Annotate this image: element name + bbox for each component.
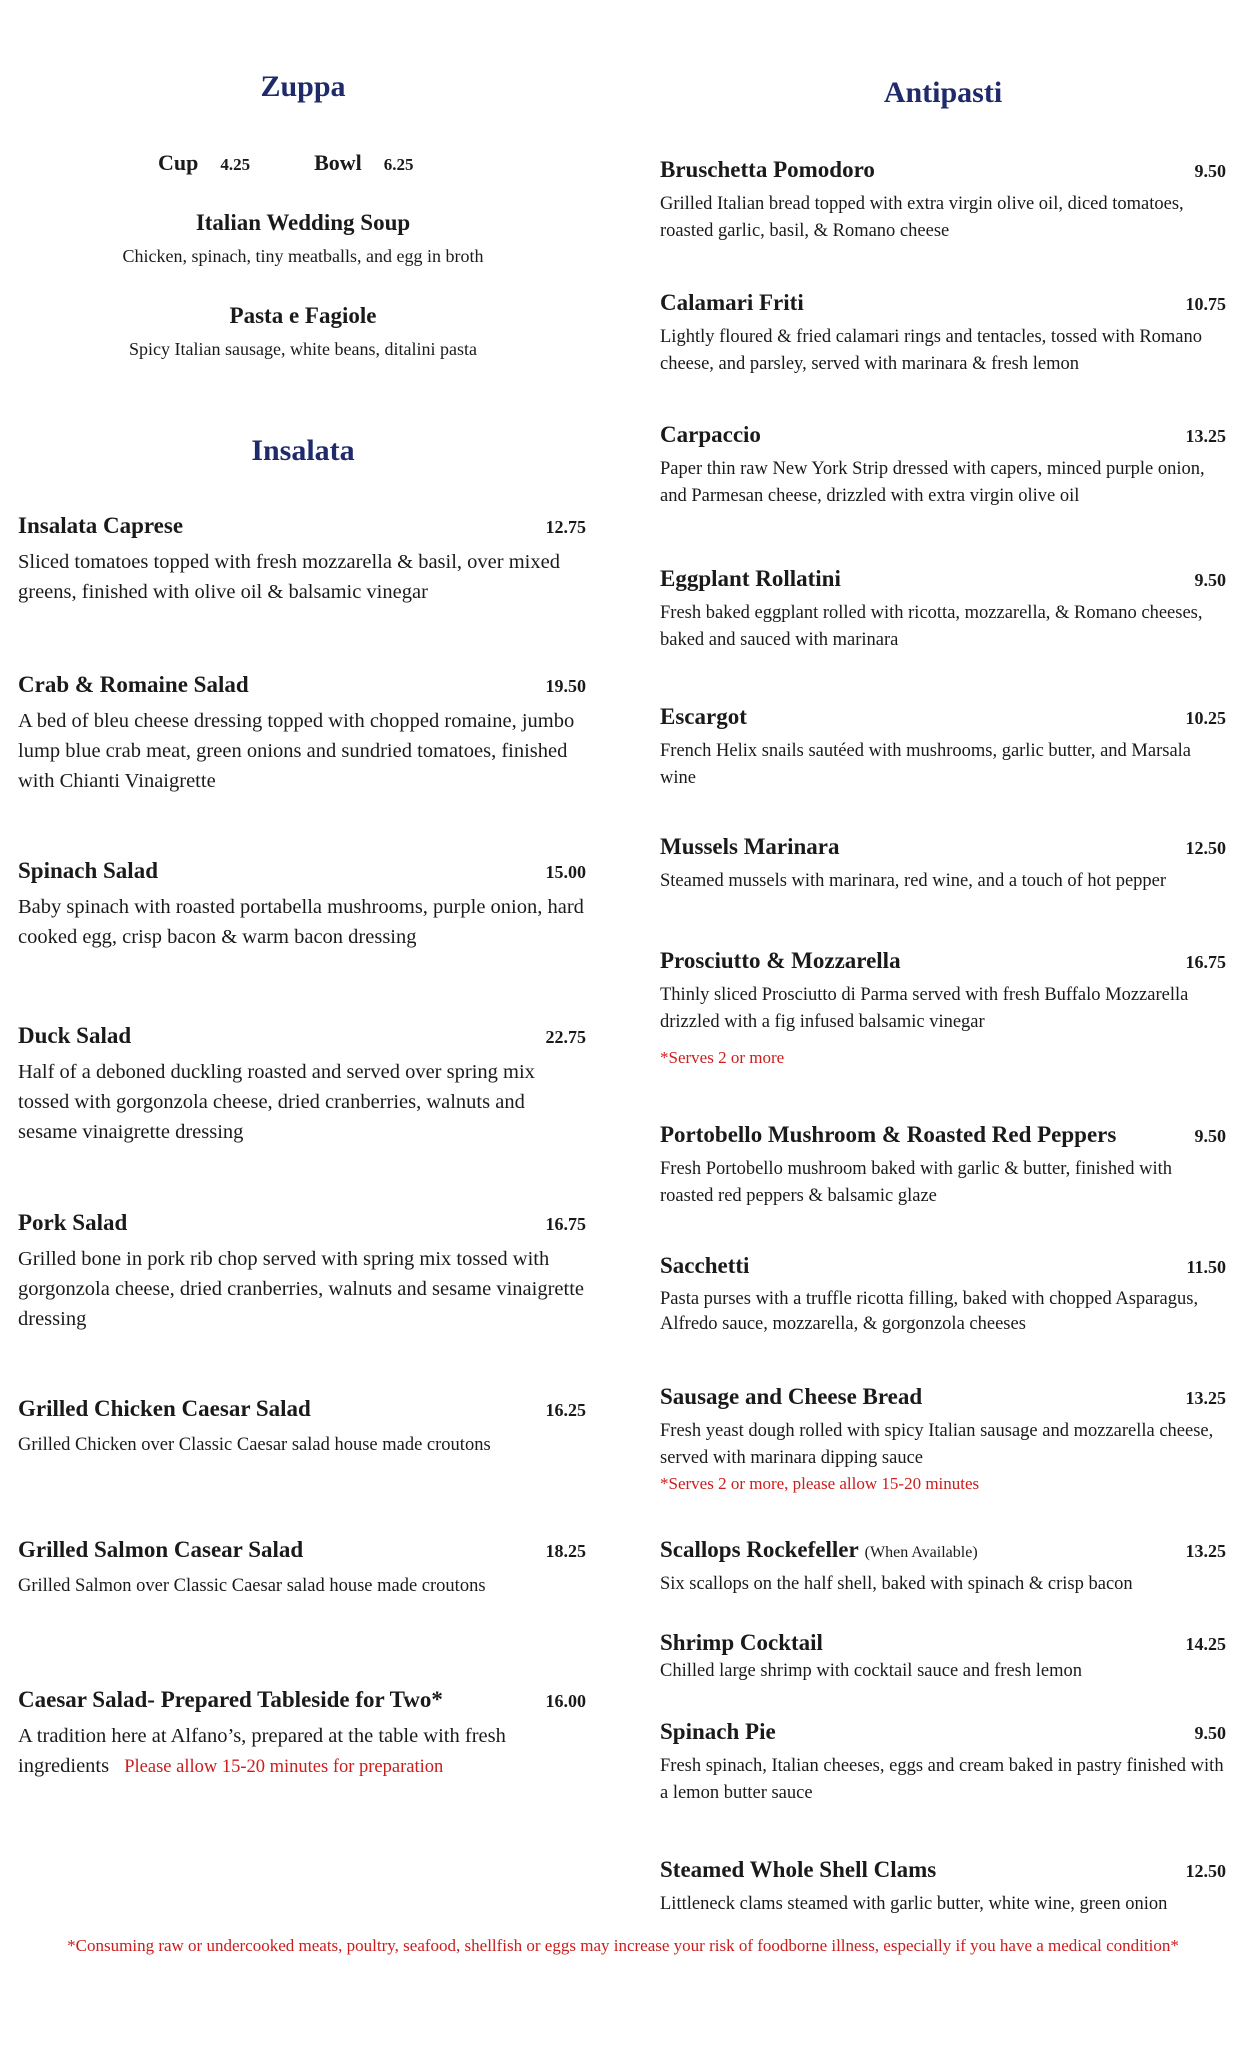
item-name: Spinach Pie (660, 1719, 776, 1744)
item-desc: Fresh spinach, Italian cheeses, eggs and cream baked in pastry finished with a lemon butter sauce (660, 1756, 1224, 1803)
menu-item (18, 672, 588, 796)
insalata-title: Insalata (251, 434, 355, 467)
item-price: 16.25 (545, 1400, 586, 1420)
item-name: Pork Salad (18, 1210, 128, 1235)
item-name: Grilled Salmon Casear Salad (18, 1537, 304, 1562)
item-price: 12.50 (1185, 838, 1226, 858)
item-price: 9.50 (1194, 1126, 1226, 1146)
soup-name: Italian Wedding Soup (195, 210, 411, 235)
item-name: Bruschetta Pomodoro (660, 157, 875, 182)
item-name: Eggplant Rollatini (660, 566, 841, 591)
item-price: 16.75 (545, 1214, 586, 1234)
item-name: Crab & Romaine Salad (18, 672, 249, 697)
item-price: 14.25 (1185, 1634, 1226, 1654)
item-price: 13.25 (1185, 426, 1226, 446)
item-name-note: (When Available) (864, 1544, 978, 1561)
menu-item (660, 1122, 1230, 1210)
bowl-label: Bowl (314, 150, 362, 175)
item-price: 10.75 (1185, 294, 1226, 314)
menu-item (660, 1857, 1230, 1918)
item-note: *Serves 2 or more, please allow 15-20 minutes (660, 1474, 980, 1493)
item-desc: Fresh Portobello mushroom baked with garlic & butter, finished with roasted red peppers & balsamic glaze (660, 1159, 1173, 1206)
item-name: Grilled Chicken Caesar Salad (18, 1396, 311, 1421)
cup-price: 4.25 (220, 155, 251, 174)
menu-item (660, 948, 1230, 1070)
item-price: 12.50 (1185, 1861, 1226, 1881)
item-name: Mussels Marinara (660, 834, 840, 859)
item-desc (18, 1721, 588, 1782)
item-price: 16.00 (545, 1691, 586, 1711)
menu-item (660, 1384, 1230, 1496)
item-price: 13.25 (1185, 1541, 1226, 1561)
item-name: Carpaccio (660, 422, 761, 447)
item-name: Prosciutto & Mozzarella (660, 948, 901, 973)
item-price: 13.25 (1185, 1388, 1226, 1408)
allergy-disclaimer: *Consuming raw or undercooked meats, poultry, seafood, shellfish or eggs may increase your risk of foodborne illness, especially if you have a medical condition* (67, 1936, 1179, 1955)
item-desc: Baby spinach with roasted portabella mushrooms, purple onion, hard cooked egg, crisp bacon & warm bacon dressing (18, 896, 584, 948)
item-desc: Lightly floured & fried calamari rings and tentacles, tossed with Romano cheese, and parsley, served with marinara & fresh lemon (660, 327, 1203, 374)
menu-item (18, 1396, 588, 1460)
menu-item (660, 1719, 1230, 1807)
soup-desc: Chicken, spinach, tiny meatballs, and egg in broth (122, 246, 484, 266)
item-price: 22.75 (545, 1027, 586, 1047)
item-desc: Pasta purses with a truffle ricotta filling, baked with chopped Asparagus, Alfredo sauce, mozzarella, & gorgonzola cheeses (660, 1289, 1199, 1334)
item-desc: Six scallops on the half shell, baked with spinach & crisp bacon (660, 1574, 1133, 1594)
item-name: Calamari Friti (660, 290, 804, 315)
item-desc: A bed of bleu cheese dressing topped with chopped romaine, jumbo lump blue crab meat, green onions and sundried tomatoes, finished with Chianti Vinaigrette (18, 710, 575, 792)
item-price: 12.75 (545, 517, 586, 537)
menu-item (18, 513, 588, 607)
menu-item (660, 157, 1230, 245)
item-name: Portobello Mushroom & Roasted Red Peppers (660, 1122, 1117, 1147)
menu-item (660, 834, 1230, 895)
zuppa-title: Zuppa (260, 70, 346, 103)
item-desc: Grilled Italian bread topped with extra virgin olive oil, diced tomatoes, roasted garlic, basil, & Romano cheese (660, 194, 1184, 241)
item-price: 19.50 (545, 676, 586, 696)
item-desc: Fresh baked eggplant rolled with ricotta, mozzarella, & Romano cheeses, baked and sauced with marinara (660, 603, 1203, 650)
menu-item (660, 1630, 1230, 1685)
menu-item (660, 422, 1230, 510)
menu-item (660, 704, 1230, 792)
item-desc: Half of a deboned duckling roasted and served over spring mix tossed with gorgonzola cheese, dried cranberries, walnuts and sesame vinaigrette dressing (18, 1061, 535, 1143)
menu-item (18, 1537, 588, 1601)
item-name: Sacchetti (660, 1253, 750, 1278)
item-name: Caesar Salad- Prepared Tableside for Two* (18, 1687, 443, 1712)
item-price: 9.50 (1194, 570, 1226, 590)
item-desc: Grilled Chicken over Classic Caesar salad house made croutons (18, 1435, 491, 1455)
menu-item (660, 1537, 1230, 1598)
item-name: Scallops Rockefeller (660, 1537, 859, 1562)
item-desc: Grilled Salmon over Classic Caesar salad house made croutons (18, 1576, 486, 1596)
item-name: Escargot (660, 704, 747, 729)
item-name: Shrimp Cocktail (660, 1630, 823, 1655)
menu-item (18, 858, 588, 952)
item-price: 9.50 (1194, 1723, 1226, 1743)
item-price: 15.00 (545, 862, 586, 882)
item-desc: Fresh yeast dough rolled with spicy Italian sausage and mozzarella cheese, served with marinara dipping sauce (660, 1421, 1214, 1468)
item-desc: Sliced tomatoes topped with fresh mozzarella & basil, over mixed greens, finished with olive oil & balsamic vinegar (18, 551, 560, 603)
item-price: 18.25 (545, 1541, 586, 1561)
menu-item (660, 566, 1230, 654)
item-desc-text: A tradition here at Alfano’s, prepared at the table with fresh ingredients (18, 1725, 506, 1777)
item-name: Spinach Salad (18, 858, 158, 883)
item-desc: French Helix snails sautéed with mushrooms, garlic butter, and Marsala wine (660, 741, 1192, 788)
menu-item (660, 290, 1230, 378)
soup-desc: Spicy Italian sausage, white beans, ditalini pasta (129, 339, 477, 359)
soup-name: Pasta e Fagiole (229, 303, 377, 328)
menu-item (18, 1687, 588, 1782)
item-price: 11.50 (1186, 1257, 1226, 1277)
item-name: Duck Salad (18, 1023, 132, 1048)
antipasti-title: Antipasti (883, 76, 1003, 109)
item-desc: Thinly sliced Prosciutto di Parma served with fresh Buffalo Mozzarella drizzled with a fig infused balsamic vinegar (660, 985, 1189, 1032)
item-name: Steamed Whole Shell Clams (660, 1857, 937, 1882)
item-desc: Grilled bone in pork rib chop served with spring mix tossed with gorgonzola cheese, dried cranberries, walnuts and sesame vinaigrette dressing (18, 1248, 584, 1330)
menu-item (660, 1253, 1230, 1337)
item-desc: Chilled large shrimp with cocktail sauce and fresh lemon (660, 1661, 1082, 1681)
item-desc: Steamed mussels with marinara, red wine, and a touch of hot pepper (660, 871, 1167, 891)
item-note: *Serves 2 or more (660, 1048, 785, 1067)
bowl-price: 6.25 (383, 155, 414, 174)
item-price: 16.75 (1185, 952, 1226, 972)
menu-item (18, 1023, 588, 1147)
item-name: Sausage and Cheese Bread (660, 1384, 923, 1409)
item-desc: Littleneck clams steamed with garlic butter, white wine, green onion (660, 1894, 1168, 1914)
soup-size-row (158, 150, 478, 176)
item-price: 10.25 (1185, 708, 1226, 728)
menu-item (18, 1210, 588, 1334)
item-name: Insalata Caprese (18, 513, 184, 538)
cup-label: Cup (158, 150, 199, 175)
item-desc: Paper thin raw New York Strip dressed with capers, minced purple onion, and Parmesan cheese, drizzled with extra virgin olive oil (660, 459, 1205, 506)
item-note: Please allow 15-20 minutes for preparation (124, 1757, 444, 1777)
item-price: 9.50 (1194, 161, 1226, 181)
